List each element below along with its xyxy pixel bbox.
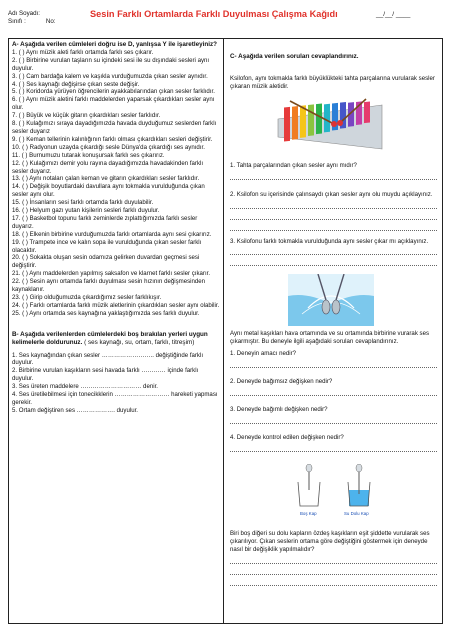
question-1: 1. Tahta parçalarından çıkan sesler aynı mıdır?: [230, 161, 357, 169]
answer-line[interactable]: [230, 358, 437, 368]
answer-line[interactable]: [230, 170, 437, 180]
date-field: __/__/ ____: [376, 11, 411, 18]
left-column: [12, 41, 220, 415]
statement-item: 22. ( ) Sesin aynı ortamda farklı duyulması sesin hızının değişmesinden kaynaklanır.: [12, 278, 206, 294]
statement-item: 4. ( ) Ses kaynağı değişirse çıkan seste değişir.: [12, 80, 140, 88]
statement-item: 11. ( ) Burnumuzu tutarak konuşursak farklı ses çıkarırız.: [12, 151, 165, 159]
class-label: Sınıfı : No:: [8, 18, 56, 25]
statement-item: 8. ( ) Kulağımızı sıraya dayadığımızda havada duyduğumuz seslerden farklı sesler duyarız: [12, 120, 217, 135]
question-3: 3. Ksilofonu farklı tokmakla vurulduğunda aynı sesler çıkar mı açıklayınız.: [230, 237, 429, 245]
cups-figure: [230, 464, 437, 524]
statement-item: 15. ( ) İnsanların sesi farklı ortamda farklı duyulabilir.: [12, 199, 154, 207]
water-cup-image: [346, 464, 372, 508]
statement-item: 13. ( ) Aynı notaları çalan keman ve gitarın çıkardıkları sesler farklıdır.: [12, 175, 200, 183]
answer-line[interactable]: [230, 256, 437, 266]
experiment-question-2: 2. Deneyde bağımsız değişken nedir?: [230, 378, 333, 386]
statement-item: 10. ( ) Radyonun uzayda çıkardığı sesle Dünya'da çıkardığı ses aynıdır.: [12, 143, 205, 151]
number-label: No:: [45, 18, 56, 25]
name-label: Adı Soyadı:: [8, 10, 40, 17]
experiment-question-3: 3. Deneyde bağımlı değişken nedir?: [230, 406, 328, 414]
answer-line[interactable]: [230, 442, 437, 452]
answer-line[interactable]: [230, 221, 437, 231]
statement-item: 18. ( ) Elkenin birbirine vurduğumuzda farklı ortamlarda aynı sesi çıkarırız.: [12, 230, 212, 238]
statement-item: 23. ( ) Girip olduğumuzda çıkardığımız sesler farklıkışır.: [12, 294, 162, 301]
spoons-in-water-image: [288, 274, 374, 326]
answer-line[interactable]: [230, 414, 437, 424]
empty-cup-image: [296, 464, 322, 508]
statement-item: 1. ( ) Aynı müzik aleti farklı ortamda farklı ses çıkarır.: [12, 48, 154, 56]
question-2: 2. Ksilofon su içerisinde çalınsaydı çıkan sesler aynı olu muydu açıklayınız.: [230, 190, 433, 198]
statement-item: 12. ( ) Kulağımızı demir yolu rayına dayadığımızda havadakinden farklı sesler duyarız.: [12, 159, 204, 175]
xylophone-intro: Ksilofon, aynı tokmakla farklı büyüklükteki tahta parçalarına vurularak sesler çıkaran müzik aletidir.: [230, 74, 435, 90]
student-info: [8, 10, 56, 26]
statement-item: 3. Ses üreten maddelere ………………………… denir.: [12, 383, 158, 391]
statement-item: 25. ( ) Aynı ortamda ses kaynağına yaklaştığımızda ses farklı duyulur.: [12, 309, 200, 317]
statement-item: 9. ( ) Keman tellerinin kalınlığının farklı olması çıkardıkları sesleri değiştirir.: [12, 135, 213, 143]
right-column: [230, 53, 437, 587]
answer-line[interactable]: [230, 199, 437, 209]
section-b-word-bank: ( ses kaynağı, su, ortam, farklı, titreşim): [84, 338, 195, 346]
water-cup-caption: Su Dolu Kap: [344, 510, 369, 516]
statement-item: 16. ( ) Helyum gazı yutan kişilerin sesleri farklı duyulur.: [12, 207, 160, 215]
statement-item: 5. ( ) Koridorda yürüyen öğrencilerin ayakkabılarından çıkan sesler farklıdır.: [12, 88, 215, 96]
page-title: Sesin Farklı Ortamlarda Farklı Duyulması Çalışma Kağıdı: [90, 9, 338, 19]
experiment-description: Aynı metal kaşıkları hava ortamında ve su ortamında birbirine vurarak ses çıkarmıştır. Bu deneyle ilgili aşağıdaki soruları cevaplandırınız.: [230, 330, 430, 346]
statement-item: 3. ( ) Cam bardağa kalem ve kaşıkla vurduğumuzda çıkan sesler aynıdır.: [12, 72, 208, 80]
answer-line[interactable]: [230, 210, 437, 220]
answer-line[interactable]: [230, 554, 437, 564]
answer-line[interactable]: [230, 245, 437, 255]
section-c-title: C- Aşağıda verilen soruları cevaplandırınız.: [230, 53, 359, 60]
answer-line[interactable]: [230, 386, 437, 396]
statement-item: 6. ( ) Aynı müzik aletini farklı maddelerden yaparsak çıkardıkları sesler aynı olur.: [12, 96, 215, 112]
statement-item: 17. ( ) Basketbol topunu farklı zeminlerde zıplattığımızda farklı sesler duyarız.: [12, 214, 198, 230]
experiment-question-1: 1. Deneyin amacı nedir?: [230, 350, 297, 358]
statement-item: 14. ( ) Değişik boyutlardaki davullara aynı tokmakla vurulduğunda çıkan sesler aynı olur.: [12, 183, 205, 199]
statement-item: 21. ( ) Aynı maddelerden yapılmış saksafon ve klarnet farklı sesler çıkarır.: [12, 270, 211, 278]
column-divider: [223, 38, 224, 623]
section-b-title: B- Aşağıda verilenlerden cümlelerdeki boş bırakılan yerleri uygun kelimelerle doldurunuz. ( ses kaynağı, su, ortam, farklı, titreşim): [12, 330, 208, 346]
statement-item: 19. ( ) Trampete ince ve kalın sopa ile vurulduğunda çıkan sesler farklı olacaktır.: [12, 238, 202, 254]
statement-item: 4. Ses üretilebilmesi için tonecikklerin ……………………… hareketi yapması gerekir.: [12, 391, 218, 406]
section-a-title: A- Aşağıda verilen cümleleri doğru ise D, yanlışsa Y ile işaretleyiniz?: [12, 41, 217, 48]
statement-item: 2. ( ) Birbirine vurulan taşların su içindeki sesi ile su dışındaki sesleri aynı duyulur.: [12, 56, 210, 72]
experiment-question-4: 4. Deneyde kontrol edilen değişken nedir?: [230, 433, 344, 441]
statement-item: 7. ( ) Büyük ve küçük gitarın çıkardıkları sesler farklıdır.: [12, 112, 161, 120]
statement-item: 1. Ses kaynağından çıkan sesler …………………….. değiştiğinde farklı duyulur.: [12, 351, 204, 367]
statement-item: 20. ( ) Sokakta oluşan sesin odamıza gelirken duvardan geçmesi sesi değiştirir.: [12, 254, 200, 270]
empty-cup-caption: Boş Kap: [300, 510, 317, 516]
statement-item: 24. ( ) Farklı ortamlarda farklı müzik aletlerinin çıkardıkları sesler aynı olabilir.: [12, 301, 220, 309]
final-question: Biri boş diğeri su dolu kapların özdeş kaşıkların eşit şiddette vurularak ses çıkarılıyor. Çıkan seslerin ortama göre değiştiğini göstermek için deneyde nasıl bir değişiklik yapılmalıdır?: [230, 529, 430, 553]
statement-item: 5. Ortam değiştiren ses ………………. duyulur.: [12, 406, 138, 414]
section-b-list: [12, 352, 220, 415]
answer-line[interactable]: [230, 576, 437, 586]
answer-line[interactable]: [230, 565, 437, 575]
section-a-list: [12, 49, 220, 318]
xylophone-image: [270, 97, 390, 157]
statement-item: 2. Birbirine vurulan kaşıkların sesi havada farklı ………… içinde farklı duyulur.: [12, 367, 199, 383]
